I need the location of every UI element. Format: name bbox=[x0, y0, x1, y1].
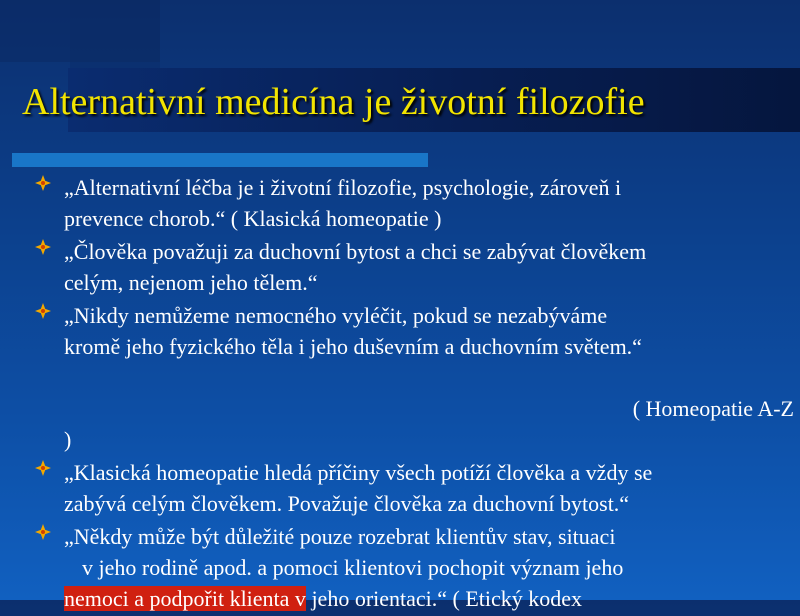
bullet-line: zabývá celým člověkem. Považuje člověka za duchovní bytost.“ bbox=[64, 491, 630, 516]
diamond-bullet-icon bbox=[34, 459, 52, 477]
bullet-line: kromě jeho fyzického těla i jeho duševním a duchovním světem.“ bbox=[64, 334, 642, 359]
title-underline bbox=[12, 153, 428, 167]
bullet-line-tail: jeho orientaci.“ ( Etický kodex bbox=[305, 586, 583, 611]
bullet-line: „Nikdy nemůžeme nemocného vyléčit, pokud se nezabýváme bbox=[64, 303, 608, 328]
highlighted-text: nemoci a podpořit klienta v bbox=[64, 586, 306, 611]
slide-title: Alternativní medicína je životní filozofie bbox=[22, 81, 645, 123]
bullet-line: „Alternativní léčba je i životní filozofie, psychologie, zároveň i bbox=[64, 175, 622, 200]
bullet-line: „Klasická homeopatie hledá příčiny všech potíží člověka a vždy se bbox=[64, 460, 653, 485]
diamond-bullet-icon bbox=[34, 174, 52, 192]
diamond-bullet-icon bbox=[34, 238, 52, 256]
diamond-bullet-icon bbox=[34, 302, 52, 320]
bullet-line: „Někdy může být důležité pouze rozebrat klientův stav, situaci bbox=[64, 524, 616, 549]
bullet-line-last bbox=[64, 583, 794, 614]
attribution-end: ) bbox=[64, 427, 72, 452]
diamond-bullet-icon bbox=[34, 523, 52, 541]
bullet-line: „Člověka považuji za duchovní bytost a chci se zabývat člověkem bbox=[64, 239, 647, 264]
bullet-item bbox=[34, 521, 794, 614]
bullet-list bbox=[34, 172, 794, 616]
bullet-line: prevence chorob.“ ( Klasická homeopatie ) bbox=[64, 206, 442, 231]
bullet-item bbox=[34, 172, 794, 234]
bullet-line: v jeho rodině apod. a pomoci klientovi pochopit význam jeho bbox=[82, 555, 624, 580]
bullet-item bbox=[34, 300, 794, 455]
bullet-line: celým, nejenom jeho tělem.“ bbox=[64, 270, 318, 295]
bullet-item bbox=[34, 236, 794, 298]
bullet-item bbox=[34, 457, 794, 519]
attribution: ( Homeopatie A-Z bbox=[632, 396, 794, 421]
